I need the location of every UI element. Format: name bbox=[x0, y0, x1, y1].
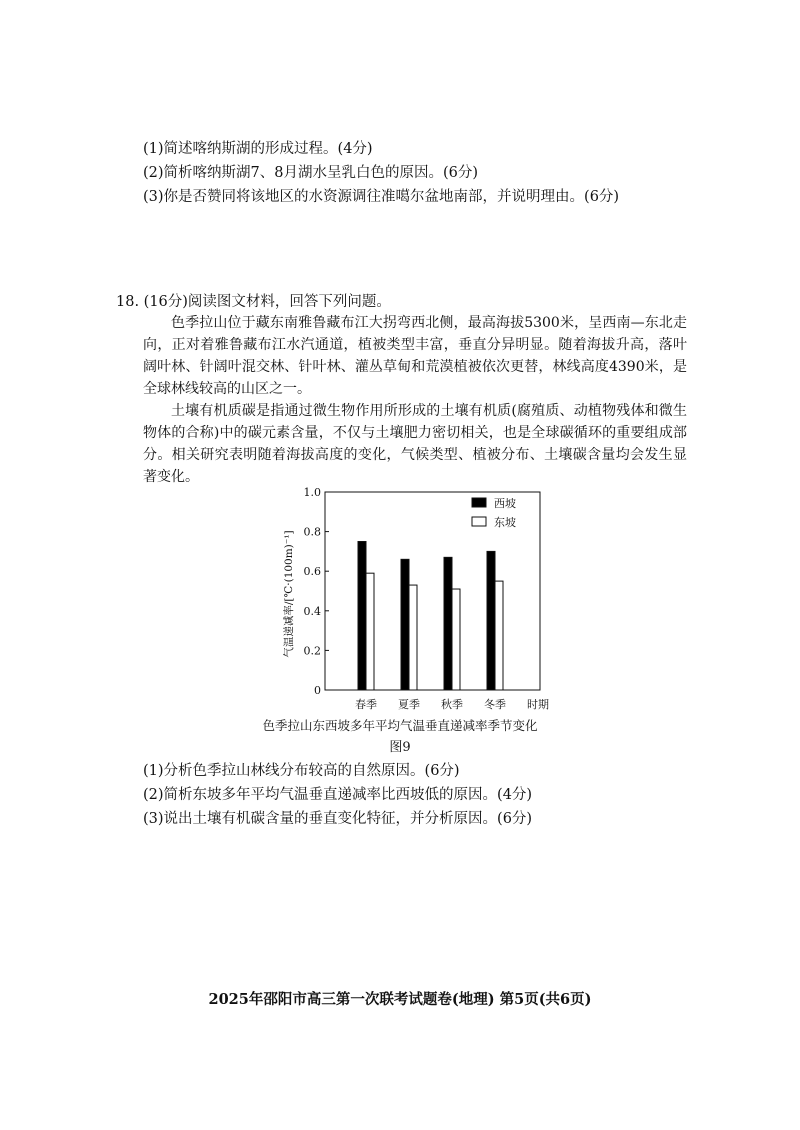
x-axis-labels bbox=[355, 697, 549, 711]
x-axis-end-label: 时期 bbox=[527, 698, 549, 711]
q18-item-2: (2)简析东坡多年平均气温垂直递减率比西坡低的原因。(4分) bbox=[143, 787, 533, 803]
legend-label: 西坡 bbox=[494, 497, 516, 510]
figure-label: 图9 bbox=[389, 740, 411, 755]
q18-item-3: (3)说出土壤有机碳含量的垂直变化特征，并分析原因。(6分) bbox=[143, 811, 533, 827]
bar-east-2 bbox=[409, 585, 417, 690]
q17-item-1: (1)简述喀纳斯湖的形成过程。(4分) bbox=[143, 141, 373, 157]
legend bbox=[472, 496, 516, 529]
bar-group bbox=[358, 542, 503, 691]
y-tick-label: 0.8 bbox=[303, 525, 321, 539]
bar-west-2 bbox=[401, 559, 409, 690]
legend-label: 东坡 bbox=[494, 516, 516, 529]
y-tick-label: 0.4 bbox=[303, 604, 321, 618]
y-tick-label: 1.0 bbox=[303, 486, 321, 499]
x-tick-label: 夏季 bbox=[398, 698, 420, 711]
q17-item-2: (2)简析喀纳斯湖7、8月湖水呈乳白色的原因。(6分) bbox=[143, 165, 479, 181]
bar-west-1 bbox=[358, 542, 366, 691]
y-axis-label: 气温递减率/[℃·(100m)⁻¹] bbox=[283, 530, 295, 658]
x-tick-label: 春季 bbox=[355, 698, 377, 711]
bar-east-1 bbox=[366, 573, 374, 690]
legend-swatch bbox=[472, 517, 486, 526]
q18-header: 18. (16分)阅读图文材料，回答下列问题。 bbox=[116, 294, 391, 310]
q18-item-1: (1)分析色季拉山林线分布较高的自然原因。(6分) bbox=[143, 763, 460, 779]
bar-east-4 bbox=[495, 581, 503, 690]
y-tick-label: 0.2 bbox=[303, 644, 321, 658]
legend-swatch bbox=[472, 498, 486, 507]
x-tick-label: 冬季 bbox=[484, 698, 506, 711]
lapse-rate-chart bbox=[280, 482, 570, 714]
q18-paragraph-1: 色季拉山位于藏东南雅鲁藏布江大拐弯西北侧，最高海拔5300米，呈西南—东北走向，正对着雅鲁藏布江水汽通道，植被类型丰富，垂直分异明显。随着海拔升高，落叶阔叶林、针阔叶混交林、针叶林、灌丛草甸和荒漠植被依次更替，林线高度4390米，是全球林线较高的山区之一。 bbox=[143, 315, 687, 397]
bar-west-4 bbox=[487, 551, 495, 690]
page-footer: 2025年邵阳市高三第一次联考试题卷(地理) 第5页(共6页) bbox=[208, 991, 592, 1008]
y-tick-label: 0 bbox=[314, 684, 321, 697]
bar-east-3 bbox=[452, 589, 460, 690]
q17-item-3: (3)你是否赞同将该地区的水资源调往准噶尔盆地南部，并说明理由。(6分) bbox=[143, 189, 620, 205]
y-tick-label: 0.6 bbox=[303, 565, 321, 579]
x-tick-label: 秋季 bbox=[441, 698, 463, 711]
bar-west-3 bbox=[444, 557, 452, 690]
q18-paragraph-2: 土壤有机质碳是指通过微生物作用所形成的土壤有机质(腐殖质、动植物残体和微生物体的合称)中的碳元素含量，不仅与土壤肥力密切相关，也是全球碳循环的重要组成部分。相关研究表明随着海拔高度的变化，气候类型、植被分布、土壤碳含量均会发生显著变化。 bbox=[143, 403, 687, 485]
chart-caption: 色季拉山东西坡多年平均气温垂直递减率季节变化 bbox=[262, 718, 538, 733]
